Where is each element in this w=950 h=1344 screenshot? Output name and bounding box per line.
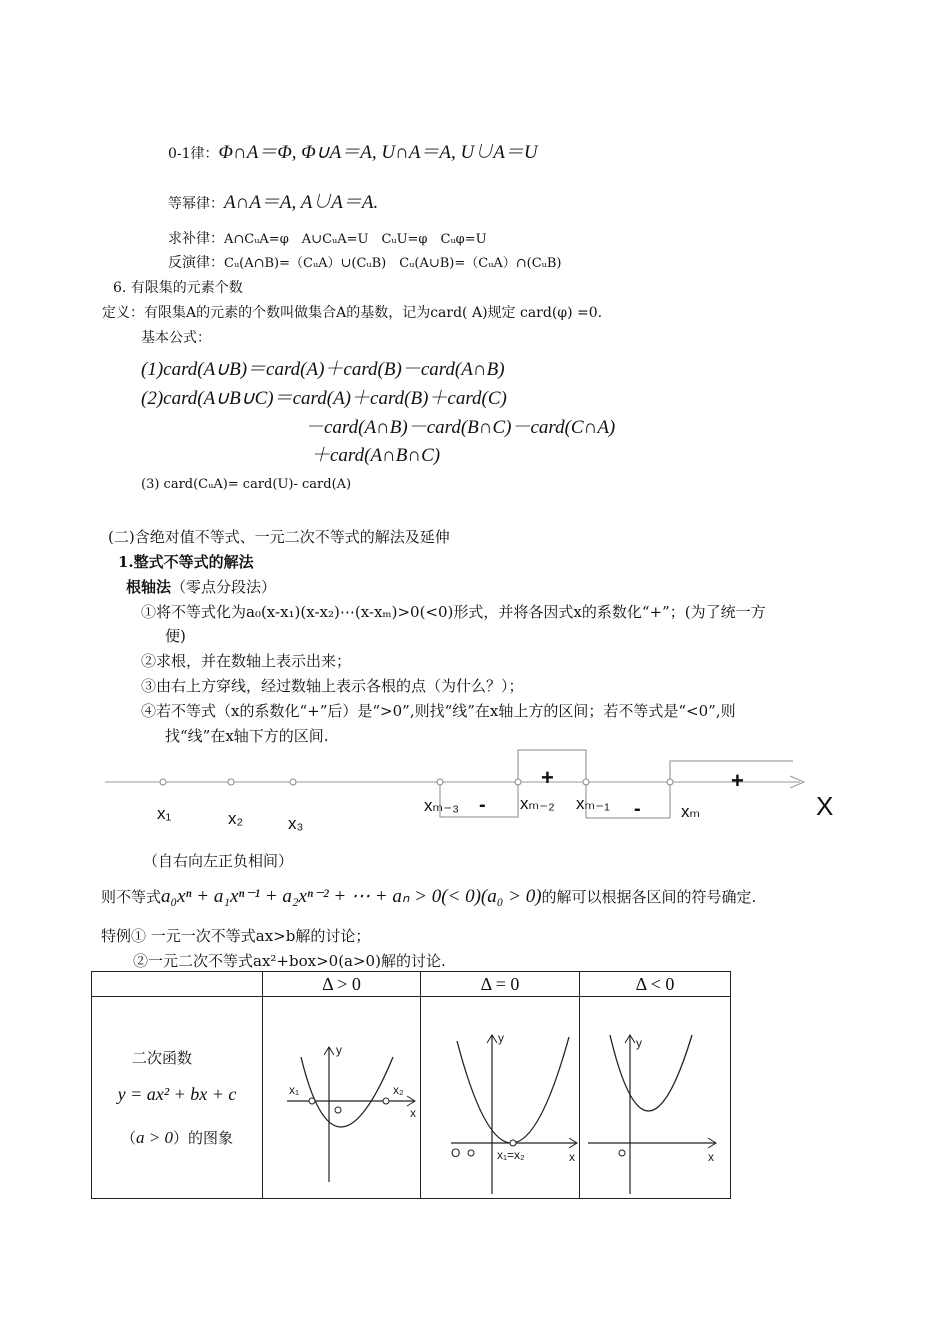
quadratic-table — [91, 971, 731, 1199]
step1-line1: ①将不等式化为a₀(x-x₁)(x-x₂)⋯(x-xₘ)>0(<0)形式，并将各因式x的系数化“+”；(为了统一方 — [141, 603, 766, 621]
label-x1: x₁ — [157, 804, 172, 823]
root-axis-diagram — [100, 745, 850, 845]
label-x3: x₃ — [288, 814, 304, 833]
graph-cell-zero — [421, 997, 580, 1199]
complement-label: 求补律： — [168, 231, 224, 247]
graph2-origin-label: O — [451, 1146, 461, 1160]
graph1-x1-label: x₁ — [289, 1083, 300, 1097]
graph-no-root — [580, 997, 730, 1194]
root-point-xm1 — [583, 779, 589, 785]
formula-2a: (2)card(A∪B∪C)＝card(A)＋card(B)＋card(C) — [141, 388, 507, 409]
header-delta-negative: Δ < 0 — [580, 972, 731, 997]
root-point-x3 — [290, 779, 296, 785]
row-label — [92, 1040, 262, 1156]
step1-line2: 便) — [165, 627, 186, 645]
formula-1: (1)card(A∪B)＝card(A)＋card(B)－card(A∩B) — [141, 359, 505, 380]
conclusion-suffix: 的解可以根据各区间的符号确定. — [541, 888, 757, 906]
graph-cell-positive — [263, 997, 421, 1199]
section2-heading: (二)含绝对值不等式、一元二次不等式的解法及延伸 — [108, 528, 450, 546]
step4-line2: 找“线”在x轴下方的区间. — [165, 727, 329, 745]
zero-one-formula: Φ∩A＝Φ, Φ∪A＝A, U∩A＝A, U∪A＝U — [218, 142, 538, 163]
row-label-line3c: ）的图象 — [172, 1128, 233, 1147]
row-label-line1: 二次函数 — [131, 1048, 192, 1067]
parabola-double-root — [457, 1037, 569, 1143]
graph-cell-negative — [580, 997, 731, 1199]
root-point-xm3 — [437, 779, 443, 785]
graph3-x-label: x — [708, 1150, 714, 1164]
root-axis-note: （零点分段法） — [171, 578, 277, 596]
complement-law — [168, 228, 487, 248]
label-xm: xₘ — [681, 802, 701, 821]
conclusion-formula: a₀xⁿ + a₁xⁿ⁻¹ + a₂xⁿ⁻² + ⋯ + aₙ > 0(< 0)(a₀ > 0) — [161, 886, 542, 907]
idempotent-law — [168, 187, 378, 214]
formula-2c: ＋card(A∩B∩C) — [311, 445, 441, 466]
sign-minus-1: - — [479, 794, 486, 816]
row-label-line3 — [92, 1120, 262, 1156]
header-delta-zero: Δ = 0 — [421, 972, 580, 997]
formula-2b: －card(A∩B)－card(B∩C)－card(C∩A) — [305, 417, 616, 438]
graph1-x2-label: x₂ — [393, 1083, 404, 1097]
parabola-no-root — [610, 1035, 692, 1111]
conclusion-prefix: 则不等式 — [101, 888, 162, 906]
step4-line1: ④若不等式（x的系数化“+”后）是“>0”,则找“线”在x轴上方的区间；若不等式是“<0”,则 — [141, 702, 736, 720]
demorgan-label: 反演律： — [168, 255, 224, 271]
zero-one-label: 0-1律： — [168, 146, 219, 162]
demorgan-law — [168, 252, 562, 272]
idempotent-formula: A∩A＝A, A∪A＝A. — [224, 192, 379, 213]
zero-one-law — [168, 137, 538, 164]
root-point-x2 — [228, 779, 234, 785]
basic-formula-label: 基本公式： — [141, 330, 211, 346]
label-xm1: xₘ₋₁ — [576, 794, 610, 813]
label-xm2: xₘ₋₂ — [520, 794, 555, 813]
section6-heading: 6. 有限集的元素个数 — [113, 280, 243, 296]
complement-formula: A∩CᵤA=φ A∪CᵤA=U CᵤU=φ Cᵤφ=U — [224, 232, 487, 247]
sign-minus-2: - — [634, 798, 641, 820]
graph2-y-label: y — [498, 1031, 504, 1045]
row-label-cell — [92, 997, 263, 1199]
parabola-two-roots — [301, 1057, 393, 1127]
row-label-line3b: a > 0 — [136, 1127, 173, 1147]
graph2-x-label: x — [569, 1150, 575, 1164]
graph-double-root — [421, 997, 579, 1194]
graph2-x1x2-label: x₁=x₂ — [497, 1148, 525, 1162]
step3: ③由右上方穿线，经过数轴上表示各根的点（为什么？）； — [141, 677, 524, 695]
row-label-line2: y = ax² + bx + c — [117, 1083, 237, 1104]
graph-two-roots — [263, 997, 420, 1194]
special-case-1: 特例① 一元一次不等式ax>b解的讨论； — [101, 927, 371, 945]
row-label-line3a: （ — [120, 1128, 136, 1147]
root-point-xm — [667, 779, 673, 785]
idempotent-label: 等幂律： — [168, 196, 224, 212]
axis-caption: （自右向左正负相间） — [143, 852, 294, 870]
label-xm3: xₘ₋₃ — [424, 796, 459, 815]
sign-plus-1: + — [541, 765, 554, 790]
label-x2: x₂ — [228, 809, 244, 828]
section2-sub1: 1.整式不等式的解法 — [118, 553, 254, 571]
sign-plus-2: + — [731, 768, 744, 793]
section6-definition: 定义：有限集A的元素的个数叫做集合A的基数，记为card( A)规定 card(φ) =0. — [102, 305, 603, 321]
graph3-y-label: y — [636, 1036, 642, 1050]
table-corner-cell — [92, 972, 263, 997]
root-point-x1 — [160, 779, 166, 785]
graph1-y-label: y — [336, 1043, 342, 1057]
graph1-x-label: x — [410, 1106, 416, 1120]
root-axis-bold: 根轴法 — [126, 578, 172, 596]
special-case-2: ②一元二次不等式ax²+box>0(a>0)解的讨论. — [133, 952, 446, 970]
conclusion-line — [101, 885, 756, 908]
step2: ②求根，并在数轴上表示出来； — [141, 652, 352, 670]
axis-label-x: X — [816, 791, 834, 821]
demorgan-formula: Cᵤ(A∩B)=（CᵤA）∪(CᵤB) Cᵤ(A∪B)=（CᵤA）∩(CᵤB) — [224, 256, 562, 271]
header-delta-positive: Δ > 0 — [263, 972, 421, 997]
formula-3: (3) card(CᵤA)= card(U)- card(A) — [141, 477, 352, 492]
root-axis-line — [126, 576, 276, 597]
root-point-xm2 — [515, 779, 521, 785]
